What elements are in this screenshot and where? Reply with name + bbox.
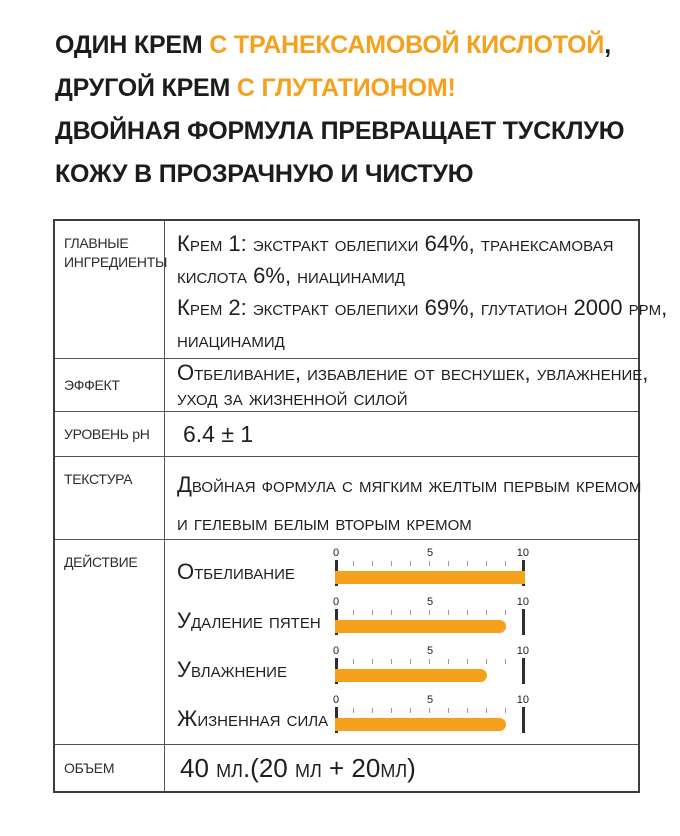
scale-number-mid: 5 [426,645,434,657]
title-line: ДВОЙНАЯ ФОРМУЛА ПРЕВРАЩАЕТ ТУСКЛУЮ [55,117,625,145]
action-bar-label: Жизненная сила [177,706,329,731]
row-value-action [165,540,638,744]
minor-ticks [335,610,525,615]
row-label-action: ДЕЙСТВИЕ [55,540,165,744]
table-row-ingredients [55,221,668,358]
table-row-action [55,539,638,744]
action-scale [333,596,529,636]
table-row-volume [55,744,638,791]
minor-ticks [335,708,525,713]
title-line: ОДИН КРЕМ С ТРАНЕКСАМОВОЙ КИСЛОТОЙ, [55,31,611,59]
row-label-effect: ЭФФЕКТ [55,359,165,411]
scale-ruler [335,707,525,734]
table-row-effect [55,358,649,411]
row-value-effect: Отбеливание, избавление от веснушек, увлажнение, уход за жизненной силой [177,360,649,410]
action-bar-group [177,596,638,636]
action-bar-fill [335,718,506,731]
scale-ruler [335,560,525,587]
row-label-ingredients: ГЛАВНЫЕ ИНГРЕДИЕНТЫ [55,221,165,358]
scale-end-tick [522,707,525,733]
action-bar-fill [335,620,506,633]
scale-number-mid: 5 [426,547,434,559]
action-bar-label: Отбеливание [177,559,295,584]
row-value-volume: 40 мл.(20 мл + 20мл) [180,752,416,783]
row-value-ingredients: Крем 1: экстракт облепихи 64%, транексамовая кислота 6%, ниацинамид Крем 2: экстракт облепихи 69%, глутатион 2000 ppm, ниацинамид [177,231,668,352]
action-scale [333,645,529,685]
row-label-volume: ОБЪЕМ [55,745,165,791]
scale-number-max: 10 [516,694,529,706]
scale-number-max: 10 [516,547,529,559]
table-row-ph [55,411,638,456]
scale-number-min: 0 [333,547,340,559]
scale-ruler [335,658,525,685]
scale-number-min: 0 [333,694,340,706]
table-row-texture [55,456,642,539]
scale-number-mid: 5 [426,596,434,608]
row-label-texture: ТЕКСТУРА [55,457,165,539]
action-scale [333,694,529,734]
action-bar-label: Удаление пятен [177,608,321,633]
scale-end-tick [522,609,525,635]
action-bar-fill [335,669,487,682]
minor-ticks [335,659,525,664]
row-value-ph: 6.4 ± 1 [183,420,254,447]
row-label-ph: УРОВЕНЬ pH [55,412,165,456]
scale-number-min: 0 [333,596,340,608]
scale-number-max: 10 [516,645,529,657]
spec-table [53,219,668,793]
action-bar-label: Увлажнение [177,657,287,682]
minor-ticks [335,561,525,566]
action-bar-group [177,694,638,734]
title-line: КОЖУ В ПРОЗРАЧНУЮ И ЧИСТУЮ [55,160,474,188]
title-line: ДРУГОЙ КРЕМ С ГЛУТАТИОНОМ! [55,74,456,102]
action-bar-fill [335,571,525,584]
action-bar-group [177,547,638,587]
scale-number-max: 10 [516,596,529,608]
scale-end-tick [522,658,525,684]
scale-number-min: 0 [333,645,340,657]
action-scale [333,547,529,587]
scale-ruler [335,609,525,636]
page-title [55,24,624,196]
row-value-texture: Двойная формула с мягким желтым первым кремом и гелевым белым вторым кремом [177,472,642,535]
action-bar-group [177,645,638,685]
scale-number-mid: 5 [426,694,434,706]
